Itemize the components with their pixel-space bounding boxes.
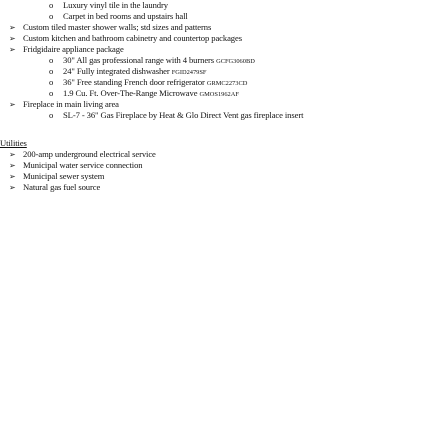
list-item bbox=[9, 182, 100, 193]
appliance-model: FGID2479SF bbox=[171, 69, 207, 76]
arrow-bullet-icon: ➢ bbox=[9, 34, 16, 43]
appliance-model: GMOS1962AF bbox=[199, 91, 239, 98]
appliance-text: 24" Fully integrated dishwasher bbox=[63, 66, 170, 76]
utility-item: 200-amp underground electrical service bbox=[23, 149, 156, 159]
list-item bbox=[9, 160, 143, 171]
list-item bbox=[9, 99, 119, 110]
list-item-text: Custom tiled master shower walls; std sizes and patterns bbox=[23, 22, 212, 32]
utilities-heading: Utilities bbox=[0, 138, 27, 148]
appliance-model: GCFG3060BD bbox=[216, 58, 255, 65]
arrow-bullet-icon: ➢ bbox=[9, 150, 16, 159]
appliance-model: GRMC2273CD bbox=[206, 80, 248, 87]
fireplace-detail: SL-7 - 36" Gas Fireplace by Heat & Glo Direct Vent gas fireplace insert bbox=[63, 110, 304, 120]
list-item bbox=[9, 149, 156, 160]
appliance-text: 30" All gas professional range with 4 burners bbox=[63, 55, 215, 65]
appliance-text: 36" Free standing French door refrigerator bbox=[63, 77, 205, 87]
list-item bbox=[9, 171, 104, 182]
sub-bullet-icon: o bbox=[49, 77, 54, 87]
utility-item: Municipal water service connection bbox=[23, 160, 143, 170]
fireplace-heading: Fireplace in main living area bbox=[23, 99, 119, 109]
sub-bullet-icon: o bbox=[49, 66, 54, 76]
sub-bullet-icon: o bbox=[49, 0, 54, 10]
utility-item: Municipal sewer system bbox=[23, 171, 105, 181]
list-item-text: Custom kitchen and bathroom cabinetry and countertop packages bbox=[23, 33, 242, 43]
arrow-bullet-icon: ➢ bbox=[9, 45, 16, 54]
utility-item: Natural gas fuel source bbox=[23, 182, 101, 192]
sub-bullet-icon: o bbox=[49, 11, 54, 21]
arrow-bullet-icon: ➢ bbox=[9, 172, 16, 181]
list-item-text: Fridgidaire appliance package bbox=[23, 44, 124, 54]
arrow-bullet-icon: ➢ bbox=[9, 23, 16, 32]
list-item bbox=[49, 110, 303, 121]
list-item bbox=[9, 22, 211, 33]
list-item bbox=[49, 0, 168, 11]
list-item bbox=[9, 33, 242, 44]
arrow-bullet-icon: ➢ bbox=[9, 161, 16, 170]
sub-bullet-icon: o bbox=[49, 88, 54, 98]
list-item-text: Carpet in bed rooms and upstairs hall bbox=[63, 11, 188, 21]
list-item-text: Luxury vinyl tile in the laundry bbox=[63, 0, 168, 10]
list-item bbox=[49, 11, 188, 22]
arrow-bullet-icon: ➢ bbox=[9, 100, 16, 109]
arrow-bullet-icon: ➢ bbox=[9, 183, 16, 192]
list-item bbox=[9, 44, 124, 55]
sub-bullet-icon: o bbox=[49, 110, 54, 120]
sub-bullet-icon: o bbox=[49, 55, 54, 65]
appliance-text: 1.9 Cu. Ft. Over-The-Range Microwave bbox=[63, 88, 198, 98]
